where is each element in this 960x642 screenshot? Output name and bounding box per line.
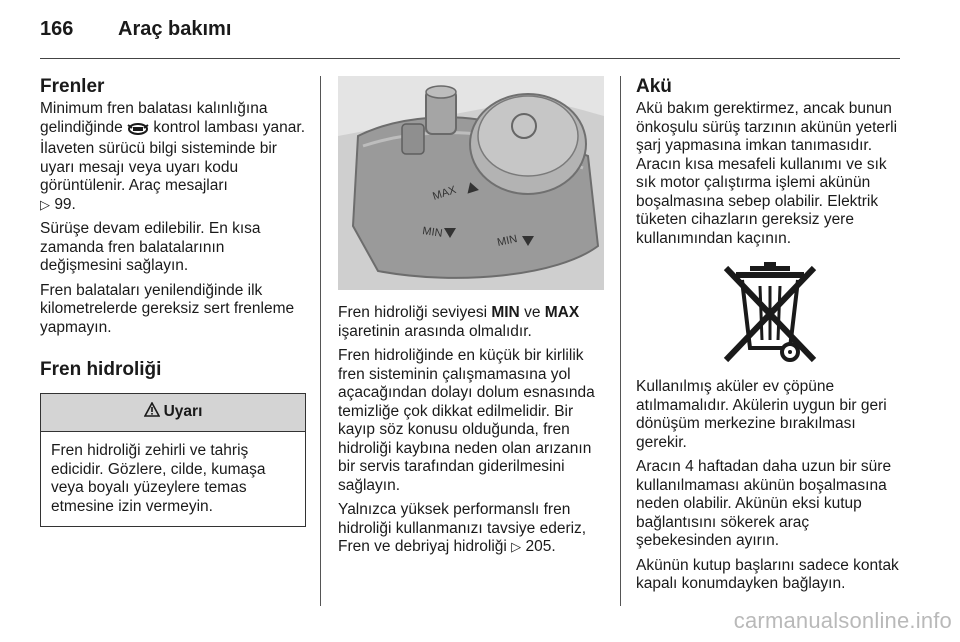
column-divider-1 bbox=[320, 76, 321, 606]
fluid-paragraph-3 bbox=[338, 501, 604, 557]
column-divider-2 bbox=[620, 76, 621, 606]
fluid-p3-ref[interactable]: 205. bbox=[525, 538, 556, 555]
section-title-battery: Akü bbox=[636, 76, 672, 97]
warning-box bbox=[40, 393, 306, 527]
fluid-p1-max: MAX bbox=[544, 304, 580, 321]
warning-header bbox=[41, 394, 305, 432]
watermark: carmanualsonline.info bbox=[733, 608, 952, 633]
fluid-p1-text-a: Fren hidroliği seviyesi bbox=[338, 304, 488, 321]
crossed-bin-icon bbox=[720, 260, 820, 366]
section-title-brake-fluid: Fren hidroliği bbox=[40, 359, 162, 380]
warning-triangle-icon bbox=[144, 402, 160, 423]
brake-pad-warning-icon bbox=[127, 121, 149, 141]
fluid-paragraph-1 bbox=[338, 304, 604, 341]
brakes-paragraph-3: Fren balataları yenilendiğinde ilk kilometrelerde gereksiz sert frenleme yapmayın. bbox=[40, 281, 295, 336]
brakes-p1-text-b: kontrol lambası yanar. İlaveten sürücü bilgi sisteminde bir uyarı mesajı veya uyarı kodu görüntülenir. Araç mesajları bbox=[40, 118, 306, 194]
brake-fluid-reservoir-photo bbox=[338, 76, 604, 290]
column-3 bbox=[636, 76, 904, 600]
fluid-p3-text-a: Yalnızca yüksek performanslı fren hidroliği kullanmanızı tavsiye ederiz, Fren ve debriyaj hidroliği bbox=[338, 501, 587, 555]
page-header bbox=[40, 18, 900, 48]
battery-paragraph-4: Akünün kutup başlarını sadece kontak kapalı konumdayken bağlayın. bbox=[636, 556, 899, 592]
fluid-p1-text-b: işaretinin arasında olmalıdır. bbox=[338, 322, 532, 340]
reservoir-min-right-label: MIN bbox=[496, 233, 519, 249]
fluid-p1-ve: ve bbox=[524, 304, 541, 321]
brakes-paragraph-2: Sürüşe devam edilebilir. En kısa zamanda fren balatalarının değişmesini sağlayın. bbox=[40, 220, 261, 274]
brakes-p1-text-a: Minimum fren balatası kalınlığına gelindiğinde bbox=[40, 100, 268, 136]
section-title-brakes: Frenler bbox=[40, 76, 105, 97]
warning-text: Fren hidroliği zehirli ve tahriş edicidir. Gözlere, cilde, kumaşa veya boyalı yüzeylere temas etmesine izin vermeyin. bbox=[51, 442, 266, 515]
column-2 bbox=[338, 76, 604, 563]
reference-arrow-icon: ▷ bbox=[40, 196, 50, 212]
column-1 bbox=[40, 76, 306, 527]
fluid-p1-min: MIN bbox=[491, 304, 520, 321]
warning-title: Uyarı bbox=[163, 403, 203, 421]
page-number: 166 bbox=[40, 18, 74, 40]
reservoir-max-label: MAX bbox=[431, 184, 458, 203]
battery-paragraph-1: Akü bakım gerektirmez, ancak bunun önkoşulu sürüş tarzının akünün yeterli şarj yapmasına imkan tanımasıdır. Aracın kısa mesafeli kullanımı ve sık sık motor çalıştırma işlemi akünün boşalmasına sebep olabilir. Elektrik tüketen cihazların gereksiz yere kullanımından kaçının. bbox=[636, 100, 898, 247]
reference-arrow-icon: ▷ bbox=[511, 539, 522, 554]
chapter-title: Araç bakımı bbox=[118, 18, 232, 40]
reservoir-min-left-label: MIN bbox=[421, 225, 444, 240]
brakes-paragraph-1 bbox=[40, 100, 306, 214]
header-divider bbox=[40, 58, 900, 59]
fluid-paragraph-2: Fren hidroliğinde en küçük bir kirlilik fren sisteminin çalışmamasına yol açacağından dolayı dolum esnasında temizliğe çok dikkat edilmelidir. Bir kayıp söz konusu olduğunda, fren hidroliği kaybına neden olan arızanın bir servis tarafından giderilmesini sağlayın. bbox=[338, 347, 595, 494]
battery-paragraph-3: Aracın 4 haftadan daha uzun bir süre kullanılmaması akünün boşalmasına neden olabilir. Akünün eksi kutup bağlantısını sökerek araç şebekesinden ayırın. bbox=[636, 458, 892, 549]
brakes-p1-ref[interactable]: 99. bbox=[54, 195, 76, 213]
battery-paragraph-2: Kullanılmış aküler ev çöpüne atılmamalıdır. Akülerin uygun bir geri dönüşüm merkezine bırakılması gerekir. bbox=[636, 378, 887, 451]
